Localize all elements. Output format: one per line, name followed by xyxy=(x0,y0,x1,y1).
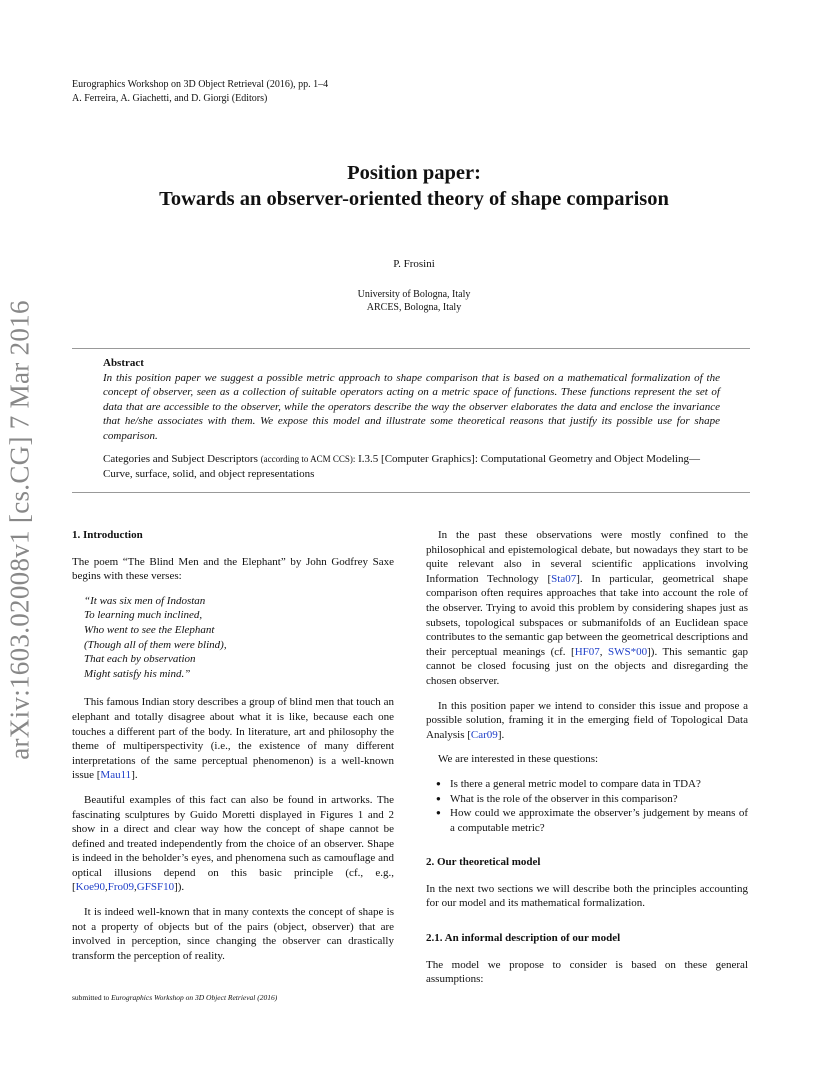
paragraph-text: In the past these observations were mostly confined to the philosophical and epistemological debate, but nowadays they start to be quite relevant also in several scientific applications involving Information Technology [ xyxy=(426,529,748,585)
abstract-heading: Abstract xyxy=(103,357,144,369)
intro-paragraph-3: Beautiful examples of this fact can also be found in artworks. The fascinating sculptures by Guido Moretti displayed in Figures 1 and 2 show in a direct and clear way how the concept of shape cannot be defined and treated independently from the choice of an observer. Shape is indeed in the beholder’s eyes, and phenomena such as camouflage and optical illusions depend on this basic principle (cf., e.g., [Koe90,Fro09,GFSF10]). xyxy=(72,793,394,894)
affiliation-line-1: University of Bologna, Italy xyxy=(357,289,471,300)
footer-year: (2016) xyxy=(257,993,278,1002)
abstract xyxy=(103,356,720,444)
poem-line: Might satisfy his mind.” xyxy=(84,667,191,680)
poem-line: (Though all of them were blind), xyxy=(84,638,227,651)
list-item: ● How could we approximate the observer’s judgement by means of a computable metric? xyxy=(438,806,748,835)
paragraph-text: ]). This semantic gap cannot be closed focusing just on the objects and disregarding the chosen observer. xyxy=(426,645,748,687)
header-editors: A. Ferreira, A. Giachetti, and D. Giorgi (Editors) xyxy=(72,93,268,104)
left-column xyxy=(72,528,394,973)
right-paragraph-1: In the past these observations were mostly confined to the philosophical and epistemological debate, but nowadays they start to be quite relevant also in several scientific applications involving Information Technology [Sta07]. In particular, geometrical shape comparison often requires approaches that take into account the role of the observer. Trying to avoid this problem by considering shapes just as subsets, topological subspaces or submanifolds of an Euclidean space contributes to the semantic gap between the geometrical descriptions and their perceptual meanings (cf. [HF07, SWS*00]). This semantic gap cannot be closed focusing just on the objects and disregarding the chosen observer. xyxy=(426,529,748,687)
affiliation-line-2: ARCES, Bologna, Italy xyxy=(366,302,462,313)
paragraph-text: In this position paper we intend to consider this issue and propose a possible solution, framing it in the emerging field of Topological Data Analysis [ xyxy=(426,699,748,741)
poem-line: To learning much inclined, xyxy=(84,609,203,622)
right-paragraph-3: We are interested in these questions: xyxy=(438,753,599,766)
intro-paragraph-2 xyxy=(72,695,394,783)
title-line-1: Position paper: xyxy=(347,162,481,184)
section-1-heading: 1. Introduction xyxy=(72,529,143,541)
section-2-heading: 2. Our theoretical model xyxy=(426,856,541,869)
title-line-2: Towards an observer-oriented theory of shape comparison xyxy=(159,188,669,210)
paragraph-text: This famous Indian story describes a group of blind men that touch an elephant and totally disagree about what it is like, because each one touches a different part of the body. In literature, art and philosophy the theme of multiperspectivity (i.e., the existence of many different interpretations of the same perceptual phenomenon) is a well-known issue [ xyxy=(72,696,394,782)
right-paragraph-4: In the next two sections we will describe both the principles accounting for our model and its mathematical formalization. xyxy=(426,882,748,910)
footer-prefix: submitted to xyxy=(72,993,110,1002)
header-venue: Eurographics Workshop on 3D Object Retrieval (2016), pp. 1–4 xyxy=(72,79,329,90)
paragraph-text: Beautiful examples of this fact can also be found in artworks. The fascinating sculptures by Guido Moretti displayed in Figures 1 and 2 show in a direct and clear way how the concept of shape cannot be defined and treated independently from the choice of an observer. Shape is indeed in the beholder’s eyes, and phenomena such as camouflage and optical illusions depend on this basic principle (cf., e.g., [ xyxy=(72,793,394,894)
paragraph-text: ]). xyxy=(174,881,185,894)
poem-block xyxy=(72,594,394,682)
right-column xyxy=(426,528,748,997)
affiliation xyxy=(0,288,828,314)
citation-link[interactable]: Car09 xyxy=(470,728,498,741)
top-divider xyxy=(72,348,750,349)
citation-link[interactable]: SWS*00 xyxy=(608,645,648,658)
paragraph-text: ]. In particular, geometrical shape comparison often requires approaches that take into account the role of the observer. Trying to avoid this problem by considering shapes just as subsets, topological subspaces or submanifolds of an Euclidean space contributes to the semantic gap between the geometrical descriptions and their perceptual meanings (cf. [ xyxy=(426,572,748,658)
citation-link[interactable]: GFSF10 xyxy=(136,881,175,894)
list-item: ● What is the role of the observer in this comparison? xyxy=(438,792,748,807)
subject-descriptors xyxy=(103,452,720,482)
right-paragraph-5: The model we propose to consider is based on these general assumptions: xyxy=(426,958,748,986)
descriptors-label: Categories and Subject Descriptors xyxy=(103,453,258,465)
poem-line: “It was six men of Indostan xyxy=(84,594,206,607)
page-footer xyxy=(72,993,277,1002)
paragraph-text: ]. xyxy=(497,728,505,741)
questions-list xyxy=(426,777,748,835)
poem-line: Who went to see the Elephant xyxy=(84,623,215,636)
arxiv-identifier: arXiv:1603.02008v1 [cs.CG] 7 Mar 2016 xyxy=(4,300,35,760)
paper-title xyxy=(0,160,828,212)
intro-paragraph-1: The poem “The Blind Men and the Elephant” by John Godfrey Saxe begins with these verses: xyxy=(72,555,394,583)
citation-link[interactable]: HF07 xyxy=(574,645,600,658)
right-paragraph-2 xyxy=(426,699,748,743)
citation-link[interactable]: Koe90 xyxy=(75,881,105,894)
running-header xyxy=(72,78,328,106)
author: P. Frosini xyxy=(393,258,435,270)
descriptors-note: (according to ACM CCS): xyxy=(260,454,356,464)
poem-line: That each by observation xyxy=(84,653,196,666)
intro-paragraph-4: It is indeed well-known that in many contexts the concept of shape is not a property of objects but of the pairs (object, observer) that are involved in perception, since changing the observer can drastically transform the perception of reality. xyxy=(72,906,394,962)
abstract-text: In this position paper we suggest a possible metric approach to shape comparison that is based on a mathematical formalization of the concept of observer, seen as a collection of suitable operators acting on a metric space of functions. These functions represent the set of data that are accessible to the observer, while the operators describe the way the observer elaborates the data and enclose the invariance that he/she associates with them. We expose this model and illustrate some theoretical reasons that justify its possible use for shape comparison. xyxy=(103,371,720,442)
descriptors-text: I.3.5 [Computer Graphics]: Computational Geometry and Object Modeling—Curve, surface, solid, and object representations xyxy=(103,453,700,480)
citation-link[interactable]: Mau11 xyxy=(100,769,132,782)
footer-venue: Eurographics Workshop on 3D Object Retrieval xyxy=(111,993,256,1002)
list-item: ● Is there a general metric model to compare data in TDA? xyxy=(438,777,748,792)
paragraph-text: ]. xyxy=(131,769,138,782)
citation-link[interactable]: Fro09 xyxy=(107,881,135,894)
section-2-1-heading: 2.1. An informal description of our model xyxy=(426,932,621,945)
citation-link[interactable]: Sta07 xyxy=(551,572,577,585)
bottom-divider xyxy=(72,492,750,493)
